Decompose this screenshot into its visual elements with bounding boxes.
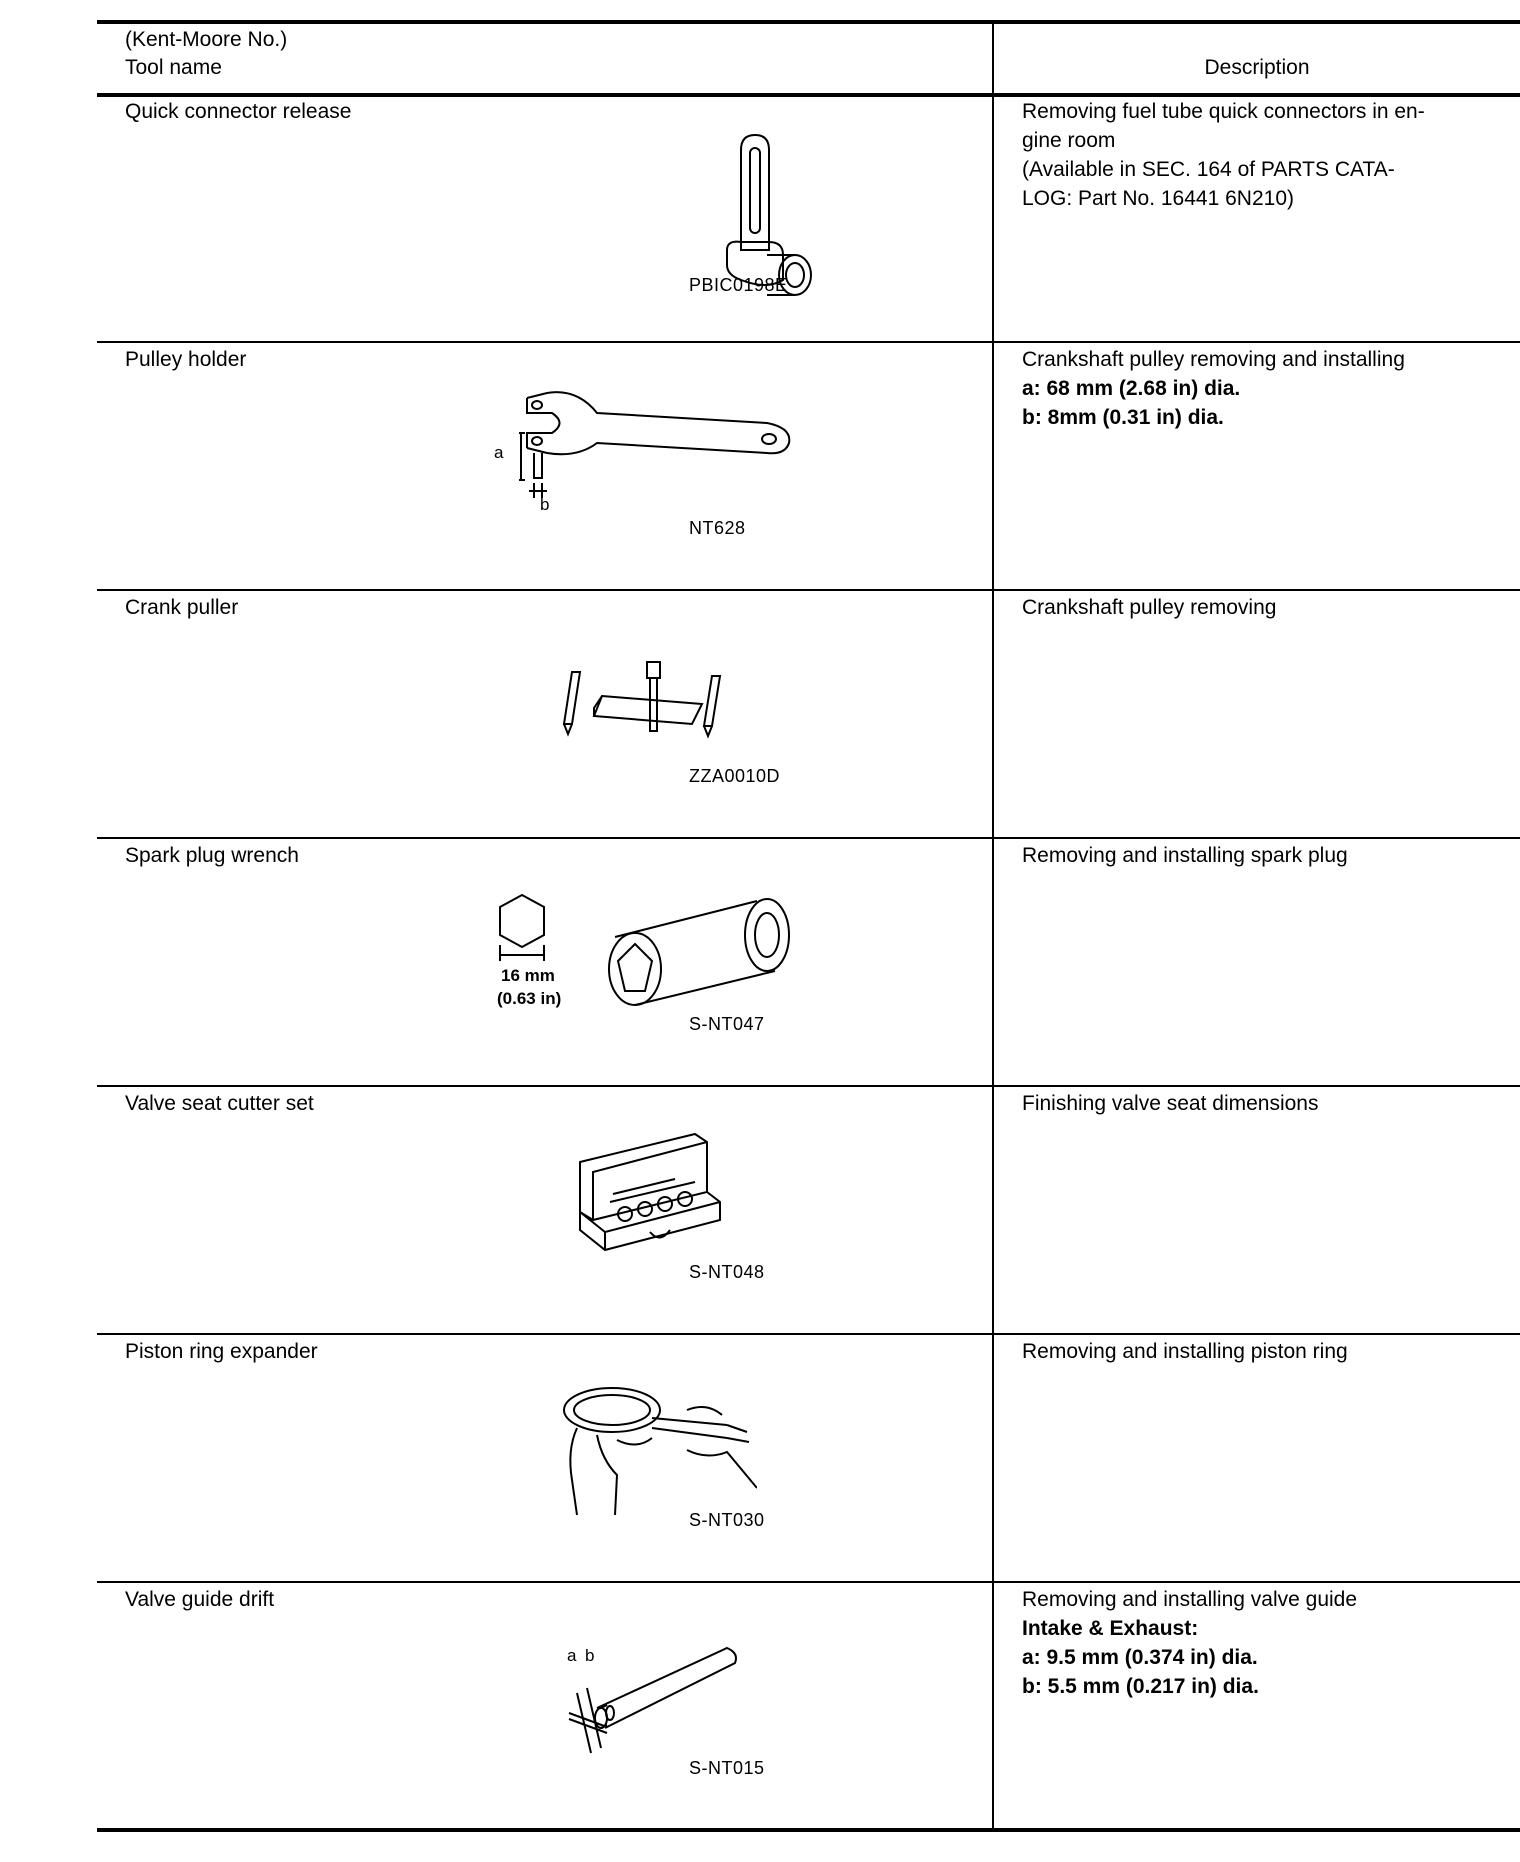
description-line: Crankshaft pulley removing <box>1022 596 1277 619</box>
valve-guide-drift-illustration <box>547 1643 747 1763</box>
valve-seat-cutter-set-illustration <box>575 1132 725 1257</box>
tool-name: Spark plug wrench <box>125 844 299 867</box>
description-line: Crankshaft pulley removing and installing <box>1022 348 1405 371</box>
tool-name: Crank puller <box>125 596 239 619</box>
figure-code: S-NT047 <box>689 1014 765 1034</box>
description-line: LOG: Part No. 16441 6N210) <box>1022 187 1294 210</box>
tool-description <box>1022 97 1492 213</box>
dimension-label-a: a <box>567 1646 577 1665</box>
size-label-in: (0.63 in) <box>497 989 562 1008</box>
description-line-bold: b: 8mm (0.31 in) dia. <box>1022 406 1224 429</box>
table-row <box>97 1087 1520 1335</box>
figure-code: S-NT030 <box>689 1510 765 1530</box>
table-row <box>97 839 1520 1087</box>
figure-code: ZZA0010D <box>689 766 781 786</box>
tool-name: Piston ring expander <box>125 1340 318 1363</box>
tool-description <box>1022 1089 1492 1118</box>
dimension-label-b: b <box>540 495 550 514</box>
description-line: (Available in SEC. 164 of PARTS CATA- <box>1022 158 1395 181</box>
dimension-label-a: a <box>494 443 504 462</box>
figure-code: NT628 <box>689 518 746 538</box>
tool-description <box>1022 1585 1492 1701</box>
size-label-mm: 16 mm <box>501 966 555 985</box>
pulley-holder-illustration <box>507 383 807 513</box>
figure-code: PBIC0198E <box>689 275 788 295</box>
tool-name: Quick connector release <box>125 100 352 123</box>
header-description: Description <box>1204 56 1310 79</box>
table-row <box>97 95 1520 343</box>
tool-description <box>1022 1337 1492 1366</box>
description-line: Removing and installing piston ring <box>1022 1340 1348 1363</box>
tool-name: Pulley holder <box>125 348 247 371</box>
special-service-tools-table <box>97 20 1520 1832</box>
description-line-bold: a: 68 mm (2.68 in) dia. <box>1022 377 1241 400</box>
figure-code: S-NT048 <box>689 1262 765 1282</box>
piston-ring-expander-illustration <box>557 1380 757 1520</box>
description-line: Removing fuel tube quick connectors in en- <box>1022 100 1425 123</box>
dimension-label-b: b <box>585 1646 595 1665</box>
tool-name: Valve seat cutter set <box>125 1092 314 1115</box>
table-row <box>97 591 1520 839</box>
crank-puller-illustration <box>562 656 742 746</box>
tool-description <box>1022 841 1492 870</box>
table-row <box>97 1583 1520 1831</box>
header-kent-moore-label: (Kent-Moore No.) <box>125 28 288 51</box>
description-line: gine room <box>1022 129 1116 152</box>
header-tool-name <box>125 26 287 82</box>
table-row <box>97 343 1520 591</box>
header-tool-label: Tool name <box>125 56 222 79</box>
tool-name: Valve guide drift <box>125 1588 275 1611</box>
description-line: Finishing valve seat dimensions <box>1022 1092 1319 1115</box>
description-line: Removing and installing spark plug <box>1022 844 1348 867</box>
description-line-bold: Intake & Exhaust: <box>1022 1617 1199 1640</box>
description-line-bold: b: 5.5 mm (0.217 in) dia. <box>1022 1675 1259 1698</box>
tool-description <box>1022 345 1492 432</box>
table-row <box>97 1335 1520 1583</box>
tool-description <box>1022 593 1492 622</box>
figure-code: S-NT015 <box>689 1758 765 1778</box>
description-line-bold: a: 9.5 mm (0.374 in) dia. <box>1022 1646 1258 1669</box>
table-top-rule <box>97 20 1520 24</box>
description-line: Removing and installing valve guide <box>1022 1588 1358 1611</box>
